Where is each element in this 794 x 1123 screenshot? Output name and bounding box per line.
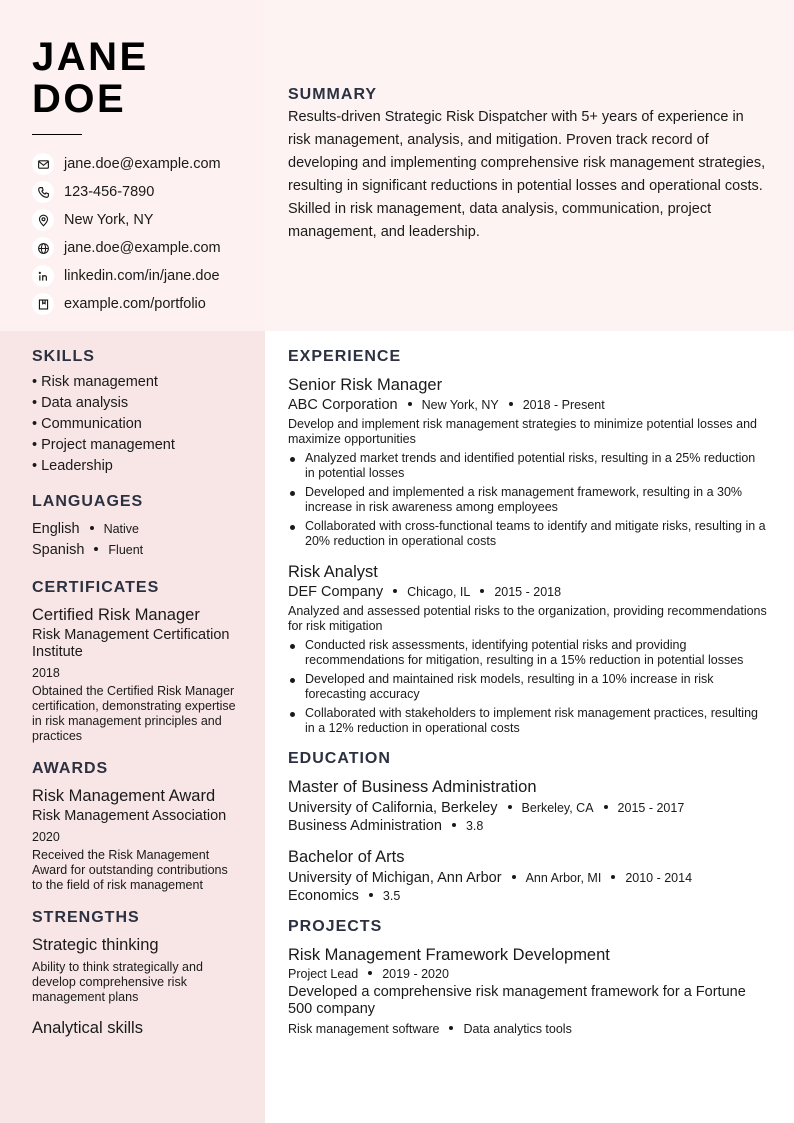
project-description: Developed a comprehensive risk management framework for a Fortune 500 company [288, 984, 746, 1017]
education-dates: 2010 - 2014 [625, 871, 693, 885]
language-level: Fluent [108, 543, 144, 557]
gpa: 3.5 [382, 889, 401, 903]
job-description: Develop and implement risk management strategies to minimize potential losses and maximize opportunities [288, 417, 757, 446]
skill-item: • Leadership [32, 458, 113, 474]
separator-dot [611, 875, 615, 879]
job-bullet: Conducted risk assessments, identifying potential risks and providing recommendations for mitigation, resulting in a 15% reduction in potential losses [288, 638, 768, 668]
skill-item: • Data analysis [32, 395, 129, 411]
summary-section [288, 86, 768, 244]
project-tool: Data analytics tools [463, 1022, 572, 1036]
bookmark-icon [32, 293, 54, 315]
award-year: 2020 [32, 830, 60, 844]
certificates-heading: CERTIFICATES [32, 579, 160, 596]
job-title: Risk Analyst [288, 563, 378, 581]
skill-item: • Risk management [32, 374, 158, 390]
name-divider [32, 134, 82, 135]
language-name: Spanish [32, 542, 85, 558]
job-company: ABC Corporation [288, 397, 398, 413]
contact-portfolio-text: example.com/portfolio [64, 296, 206, 312]
project-tools [288, 1022, 768, 1036]
certificate-title: Certified Risk Manager [32, 606, 200, 624]
sidebar-content [32, 348, 237, 1055]
contact-email[interactable] [32, 150, 221, 178]
certificate-year: 2018 [32, 666, 60, 680]
language-item [32, 540, 237, 561]
languages-section [32, 493, 237, 561]
education-entry [288, 776, 768, 834]
summary-text: Results-driven Strategic Risk Dispatcher with 5+ years of experience in risk management, analysis, and mitigation. Proven track record of developing and implementing comprehensive risk management strategies, resulting in significant reductions in potential losses and operational costs. Skilled in risk management, data analysis, communication, project management, and leadership. [288, 109, 766, 240]
contact-website-text: jane.doe@example.com [64, 240, 221, 256]
language-level: Native [103, 522, 139, 536]
school-location: Ann Arbor, MI [525, 871, 602, 885]
education-section [288, 750, 768, 904]
job-company: DEF Company [288, 584, 384, 600]
linkedin-icon [32, 265, 54, 287]
certificate-description: Obtained the Certified Risk Manager certification, demonstrating expertise in risk management principles and practices [32, 684, 236, 743]
strengths-section [32, 909, 237, 1039]
education-field-row [288, 888, 768, 904]
job-dates: 2018 - Present [522, 398, 605, 412]
job-bullet: Collaborated with stakeholders to implement risk management practices, resulting in a 12% reduction in operational costs [288, 706, 768, 736]
location-icon [32, 209, 54, 231]
separator-dot [368, 971, 372, 975]
school-name: University of California, Berkeley [288, 800, 498, 816]
separator-dot [408, 402, 412, 406]
job-description: Analyzed and assessed potential risks to the organization, providing recommendations for risk mitigation [288, 604, 767, 633]
job-bullet: Analyzed market trends and identified potential risks, resulting in a 25% reduction in potential losses [288, 451, 768, 481]
projects-section [288, 918, 768, 1036]
skill-item: • Project management [32, 437, 175, 453]
contact-website[interactable] [32, 234, 221, 262]
job-bullet: Collaborated with cross-functional teams to identify and mitigate risks, resulting in a 20% reduction in operational costs [288, 519, 768, 549]
skills-section [32, 348, 237, 477]
education-meta [288, 870, 768, 886]
name-last: DOE [32, 77, 127, 121]
separator-dot [508, 805, 512, 809]
contact-phone[interactable] [32, 178, 221, 206]
award-issuer: Risk Management Association [32, 808, 227, 824]
gpa: 3.8 [465, 819, 484, 833]
contact-list [32, 150, 221, 318]
degree-title: Bachelor of Arts [288, 848, 405, 866]
field-of-study: Business Administration [288, 818, 442, 834]
job-meta [288, 584, 768, 600]
awards-heading: AWARDS [32, 760, 109, 777]
separator-dot [369, 893, 373, 897]
contact-location-text: New York, NY [64, 212, 154, 228]
strength-title: Strategic thinking [32, 936, 159, 954]
job-location: Chicago, IL [407, 585, 471, 599]
separator-dot [480, 589, 484, 593]
contact-location [32, 206, 221, 234]
project-meta [288, 967, 768, 981]
project-role: Project Lead [288, 967, 359, 981]
main-content [288, 348, 768, 1050]
name-first: JANE [32, 35, 149, 79]
languages-heading: LANGUAGES [32, 493, 144, 510]
certificate-issuer: Risk Management Certification Institute [32, 627, 230, 660]
separator-dot [90, 526, 94, 530]
job-entry [288, 561, 768, 736]
strength-title: Analytical skills [32, 1019, 143, 1037]
contact-phone-text: 123-456-7890 [64, 184, 155, 200]
education-heading: EDUCATION [288, 750, 391, 767]
project-dates: 2019 - 2020 [382, 967, 449, 981]
summary-heading: SUMMARY [288, 86, 378, 103]
contact-linkedin-text: linkedin.com/in/jane.doe [64, 268, 220, 284]
strengths-heading: STRENGTHS [32, 909, 140, 926]
degree-title: Master of Business Administration [288, 778, 537, 796]
education-meta [288, 800, 768, 816]
skills-heading: SKILLS [32, 348, 95, 365]
strength-description: Ability to think strategically and develop comprehensive risk management plans [32, 960, 203, 1004]
contact-portfolio[interactable] [32, 290, 221, 318]
separator-dot [512, 875, 516, 879]
school-name: University of Michigan, Ann Arbor [288, 870, 502, 886]
job-bullet: Developed and maintained risk models, resulting in a 10% increase in risk forecasting accuracy [288, 672, 768, 702]
phone-icon [32, 181, 54, 203]
globe-icon [32, 237, 54, 259]
education-entry [288, 846, 768, 904]
award-title: Risk Management Award [32, 787, 216, 805]
mail-icon [32, 153, 54, 175]
job-title: Senior Risk Manager [288, 376, 443, 394]
experience-section [288, 348, 768, 736]
certificates-section [32, 579, 237, 744]
field-of-study: Economics [288, 888, 359, 904]
language-item [32, 519, 237, 540]
job-entry [288, 374, 768, 549]
job-bullet: Developed and implemented a risk management framework, resulting in a 30% increase in risk awareness among employees [288, 485, 768, 515]
award-description: Received the Risk Management Award for outstanding contributions to the field of risk management [32, 848, 228, 892]
skill-item: • Communication [32, 416, 142, 432]
awards-section [32, 760, 237, 893]
job-meta [288, 397, 768, 413]
separator-dot [393, 589, 397, 593]
separator-dot [452, 823, 456, 827]
project-tool: Risk management software [288, 1022, 440, 1036]
job-dates: 2015 - 2018 [494, 585, 562, 599]
candidate-name [32, 36, 149, 120]
job-location: New York, NY [421, 398, 499, 412]
separator-dot [604, 805, 608, 809]
contact-linkedin[interactable] [32, 262, 221, 290]
separator-dot [449, 1026, 453, 1030]
contact-email-text: jane.doe@example.com [64, 156, 221, 172]
education-dates: 2015 - 2017 [617, 801, 685, 815]
projects-heading: PROJECTS [288, 918, 383, 935]
separator-dot [94, 547, 98, 551]
experience-heading: EXPERIENCE [288, 348, 402, 365]
project-title: Risk Management Framework Development [288, 946, 610, 964]
language-name: English [32, 521, 80, 537]
school-location: Berkeley, CA [521, 801, 594, 815]
education-field-row [288, 818, 768, 834]
separator-dot [509, 402, 513, 406]
